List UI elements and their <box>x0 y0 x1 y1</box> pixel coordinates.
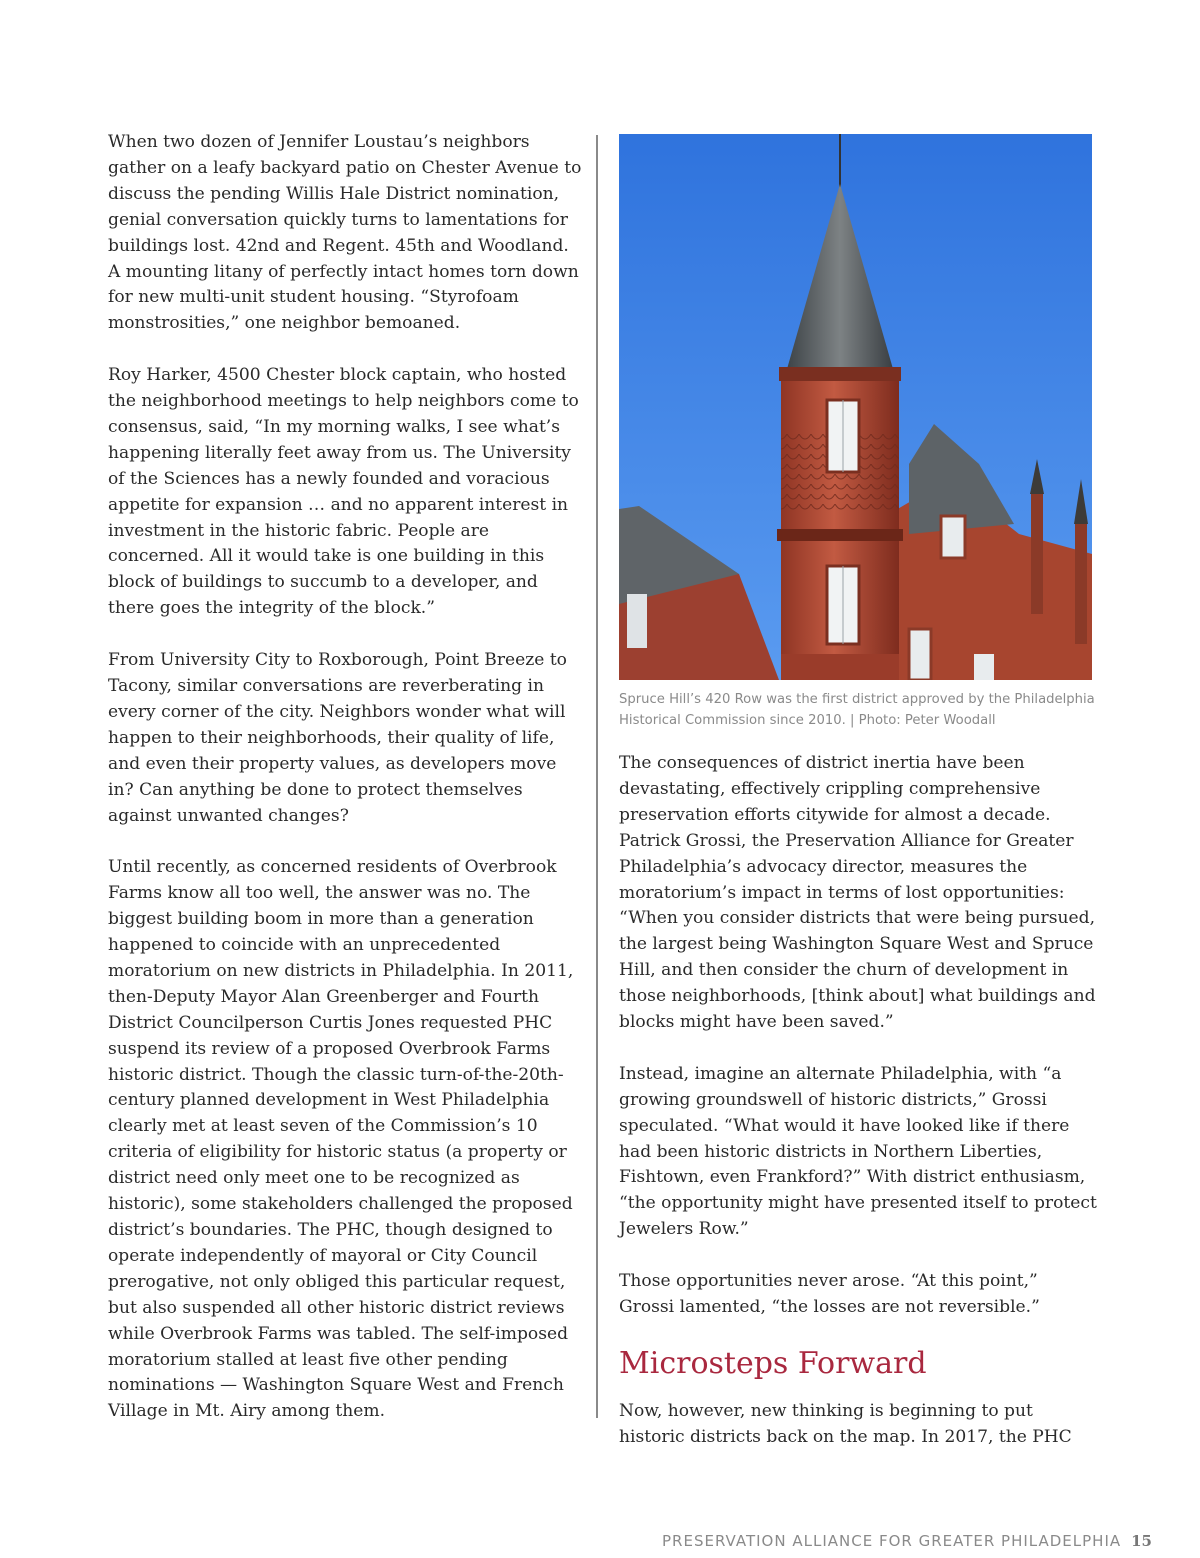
paragraph: Roy Harker, 4500 Chester block captain, who hosted the neighborhood meetings to help neighbors come to consensus, said, “In my morning walks, I see what’s happening literally feet away from us. The University of the Sciences has a newly founded and voracious appetite for expansion … and no apparent interest in investment in the historic fabric. People are concerned. All it would take is one building in this block of buildings to succumb to a developer, and there goes the integrity of the block.” <box>108 365 579 619</box>
tower-illustration <box>619 134 1092 680</box>
section-heading: Microsteps Forward <box>619 1345 927 1381</box>
paragraph: Those opportunities never arose. “At this point,” Grossi lamented, “the losses are not reversible.” <box>619 1271 1040 1317</box>
photo-caption: Spruce Hill’s 420 Row was the first district approved by the Philadelphia Historical Commission since 2010. | Photo: Peter Woodall <box>619 692 1095 728</box>
paragraph: Instead, imagine an alternate Philadelphia, with “a growing groundswell of historic districts,” Grossi speculated. “What would it have looked like if there had been historic districts in Northern Liberties, Fishtown, even Frankford?” With district enthusiasm, “the opportunity might have presented itself to protect Jewelers Row.” <box>619 1063 1097 1240</box>
right-column <box>619 751 1097 1451</box>
left-column <box>108 130 584 1451</box>
paragraph: When two dozen of Jennifer Loustau’s neighbors gather on a leafy backyard patio on Chester Avenue to discuss the pending Willis Hale District nomination, genial conversation quickly turns to lamentations for buildings lost. 42nd and Regent. 45th and Woodland. A mounting litany of perfectly intact homes torn down for new multi-unit student housing. “Styrofoam monstrosities,” one neighbor bemoaned. <box>108 132 582 334</box>
column-divider <box>596 135 598 1418</box>
paragraph: The consequences of district inertia have been devastating, effectively crippling comprehensive preservation efforts citywide for almost a decade. Patrick Grossi, the Preservation Alliance for Greater Philadelphia’s advocacy director, measures the moratorium’s impact in terms of lost opportunities: “When you consider districts that were being pursued, the largest being Washington Square West and Spruce Hill, and then consider the churn of development in those neighborhoods, [think about] what buildings and blocks might have been saved.” <box>619 753 1096 1033</box>
paragraph: Now, however, new thinking is beginning to put historic districts back on the map. In 2017, the PHC <box>619 1400 1072 1447</box>
page-number: 15 <box>1131 1532 1152 1550</box>
page-footer <box>662 1532 1152 1556</box>
building-photo <box>619 134 1092 680</box>
publication-name: PRESERVATION ALLIANCE FOR GREATER PHILADELPHIA <box>662 1532 1122 1550</box>
paragraph: Until recently, as concerned residents of Overbrook Farms know all too well, the answer was no. The biggest building boom in more than a generation happened to coincide with an unprecedented moratorium on new districts in Philadelphia. In 2011, then-Deputy Mayor Alan Greenberger and Fourth District Councilperson Curtis Jones requested PHC suspend its review of a proposed Overbrook Farms historic district. Though the classic turn-of-the-20th-century planned development in West Philadelphia clearly met at least seven of the Commission’s 10 criteria of eligibility for historic status (a property or district need only meet one to be recognized as historic), some stakeholders challenged the proposed district’s boundaries. The PHC, though designed to operate independently of mayoral or City Council prerogative, not only obliged this particular request, but also suspended all other historic district reviews while Overbrook Farms was tabled. The self-imposed moratorium stalled at least five other pending nominations — Washington Square West and French Village in Mt. Airy among them. <box>108 857 574 1422</box>
paragraph: From University City to Roxborough, Point Breeze to Tacony, similar conversations are reverberating in every corner of the city. Neighbors wonder what will happen to their neighborhoods, their quality of life, and even their property values, as developers move in? Can anything be done to protect themselves against unwanted changes? <box>108 650 567 826</box>
